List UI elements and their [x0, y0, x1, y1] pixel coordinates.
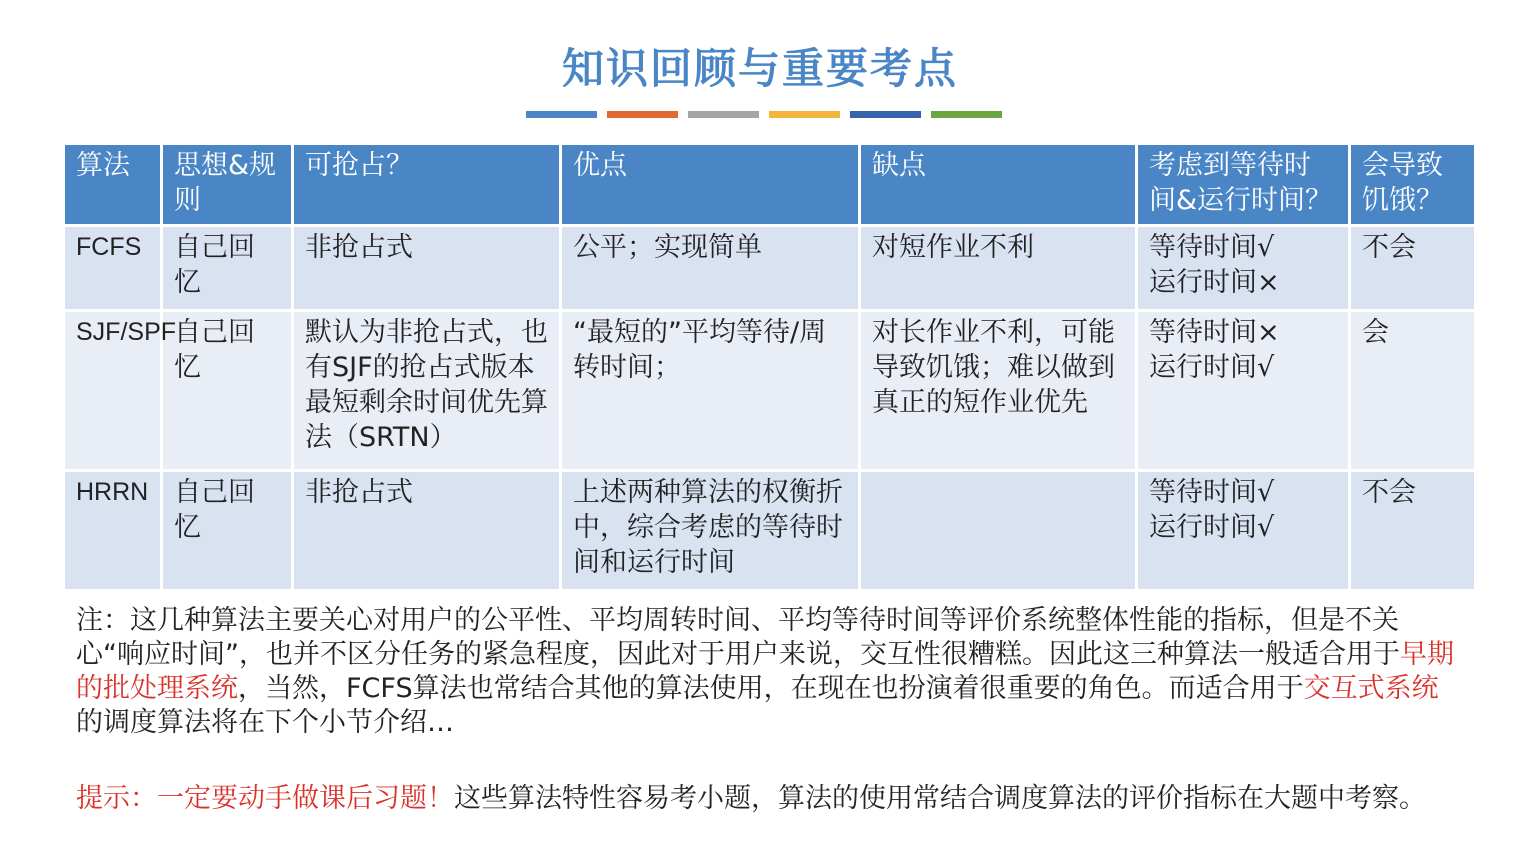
cell-idea: 自己回忆: [162, 311, 293, 471]
hint-paragraph: [76, 782, 1456, 816]
header-preemptive: 可抢占？: [293, 144, 561, 226]
algorithm-comparison-table: [62, 142, 1477, 592]
slide-title: 知识回顾与重要考点: [561, 44, 958, 93]
cell-wait-run: 等待时间√ 运行时间×: [1137, 226, 1350, 311]
cell-idea: 自己回忆: [162, 471, 293, 591]
cell-advantages: 上述两种算法的权衡折中，综合考虑的等待时间和运行时间: [561, 471, 860, 591]
header-starvation: 会导致饥饿？: [1350, 144, 1476, 226]
note-text-2: ，当然，FCFS算法也常结合其他的算法使用，在现在也扮演着很重要的角色。而适合用于: [238, 673, 1304, 704]
color-strip-segment: [688, 111, 759, 118]
note-highlight-interactive-systems: 交互式系统: [1303, 673, 1439, 704]
color-strip-segment: [607, 111, 678, 118]
cell-wait-run: 等待时间√ 运行时间√: [1137, 471, 1350, 591]
note-text-3: 的调度算法将在下个小节介绍…: [76, 707, 454, 738]
color-strip-segment: [931, 111, 1002, 118]
cell-disadvantages: 对短作业不利: [860, 226, 1137, 311]
header-disadvantages: 缺点: [860, 144, 1137, 226]
cell-algorithm: FCFS: [64, 226, 162, 311]
hint-label: 提示：一定要动手做课后习题！: [76, 783, 454, 814]
hint-text: 这些算法特性容易考小题，算法的使用常结合调度算法的评价指标在大题中考察。: [454, 783, 1426, 814]
cell-preemptive: 非抢占式: [293, 471, 561, 591]
cell-wait-run: 等待时间× 运行时间√: [1137, 311, 1350, 471]
cell-algorithm: SJF/SPF: [64, 311, 162, 471]
table-row: [64, 226, 1476, 311]
cell-advantages: 公平；实现简单: [561, 226, 860, 311]
cell-algorithm: HRRN: [64, 471, 162, 591]
table-header-row: [64, 144, 1476, 226]
header-wait-run-time: 考虑到等待时间&运行时间？: [1137, 144, 1350, 226]
color-strip: [526, 111, 1002, 118]
note-highlight-batch-systems: 早期的批处理系统: [76, 639, 1454, 704]
cell-preemptive: 默认为非抢占式，也有SJF的抢占式版本最短剩余时间优先算法（SRTN）: [293, 311, 561, 471]
color-strip-segment: [526, 111, 597, 118]
cell-starvation: 不会: [1350, 226, 1476, 311]
header-algorithm: 算法: [64, 144, 162, 226]
cell-preemptive: 非抢占式: [293, 226, 561, 311]
cell-idea: 自己回忆: [162, 226, 293, 311]
color-strip-segment: [850, 111, 921, 118]
header-idea-rules: 思想&规则: [162, 144, 293, 226]
cell-advantages: “最短的”平均等待/周转时间；: [561, 311, 860, 471]
table-row: [64, 471, 1476, 591]
color-strip-segment: [769, 111, 840, 118]
cell-starvation: 会: [1350, 311, 1476, 471]
header-advantages: 优点: [561, 144, 860, 226]
table-row: [64, 311, 1476, 471]
cell-starvation: 不会: [1350, 471, 1476, 591]
note-paragraph: [76, 604, 1456, 740]
cell-disadvantages: [860, 471, 1137, 591]
note-text-1: 注：这几种算法主要关心对用户的公平性、平均周转时间、平均等待时间等评价系统整体性能的指标，但是不关心“响应时间”，也并不区分任务的紧急程度，因此对于用户来说，交互性很糟糕。因此这三种算法一般适合用于: [76, 605, 1400, 670]
cell-disadvantages: 对长作业不利，可能导致饥饿；难以做到真正的短作业优先: [860, 311, 1137, 471]
